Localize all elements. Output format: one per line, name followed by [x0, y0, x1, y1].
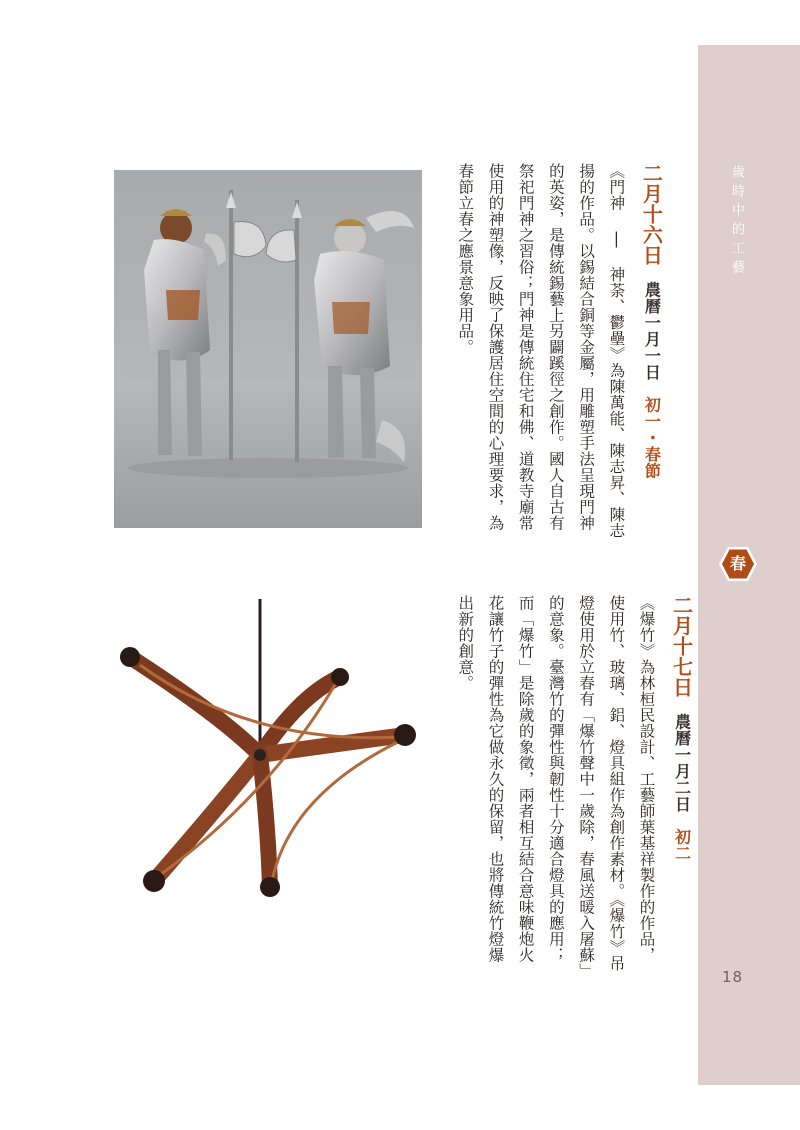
- season-label: 春: [729, 554, 746, 573]
- entry-lunar-date: 農曆一月一日: [642, 281, 662, 381]
- entry-paragraph: 《爆竹》為林桓民設計、工藝師葉基祥製作的作品，使用竹、玻璃、鋁、燈具組作為創作素材。《爆竹》吊燈使用於立春有「爆竹聲中一歲除，春風送暖入屠蘇」的意象。臺灣竹的彈性與韌性十分適合燈具的應用；而「爆竹」是除歲的象徵，兩者相互結合意味鞭炮火花讓竹子的彈性為它做永久的保留，也將傳統竹燈爆出新的創意。: [456, 595, 656, 972]
- entry-date: 二月十七日: [669, 595, 694, 698]
- door-gods-photo: [114, 170, 422, 528]
- entry-heading: [662, 595, 701, 975]
- entry-date: 二月十六日: [639, 163, 664, 266]
- section-title: 歲時中的工藝: [729, 165, 744, 279]
- season-badge: [718, 546, 758, 582]
- entry-firecracker-lamp: [450, 595, 701, 975]
- entry-festival: 初二: [672, 828, 692, 862]
- entry-lunar-date: 農曆一月二日: [672, 713, 692, 813]
- entry-door-gods: [450, 163, 670, 543]
- entry-paragraph: 《門神 | 神荼、鬱壘》為陳萬能、陳志昇、陳志揚的作品。以錫結合銅等金屬，用雕塑手法呈現門神的英姿，是傳統錫藝上另闢蹊徑之創作。國人自古有祭祀門神之習俗；門神是傳統住宅和佛、道教寺廟常使用的神塑像，反映了保護居住空間的心理要求，為春節立春之應景意象用品。: [456, 163, 626, 539]
- firecracker-lamp-photo: [100, 595, 430, 915]
- entry-festival: 初一・春節: [642, 396, 662, 479]
- page-number: 18: [722, 968, 744, 986]
- entry-heading: [631, 163, 670, 543]
